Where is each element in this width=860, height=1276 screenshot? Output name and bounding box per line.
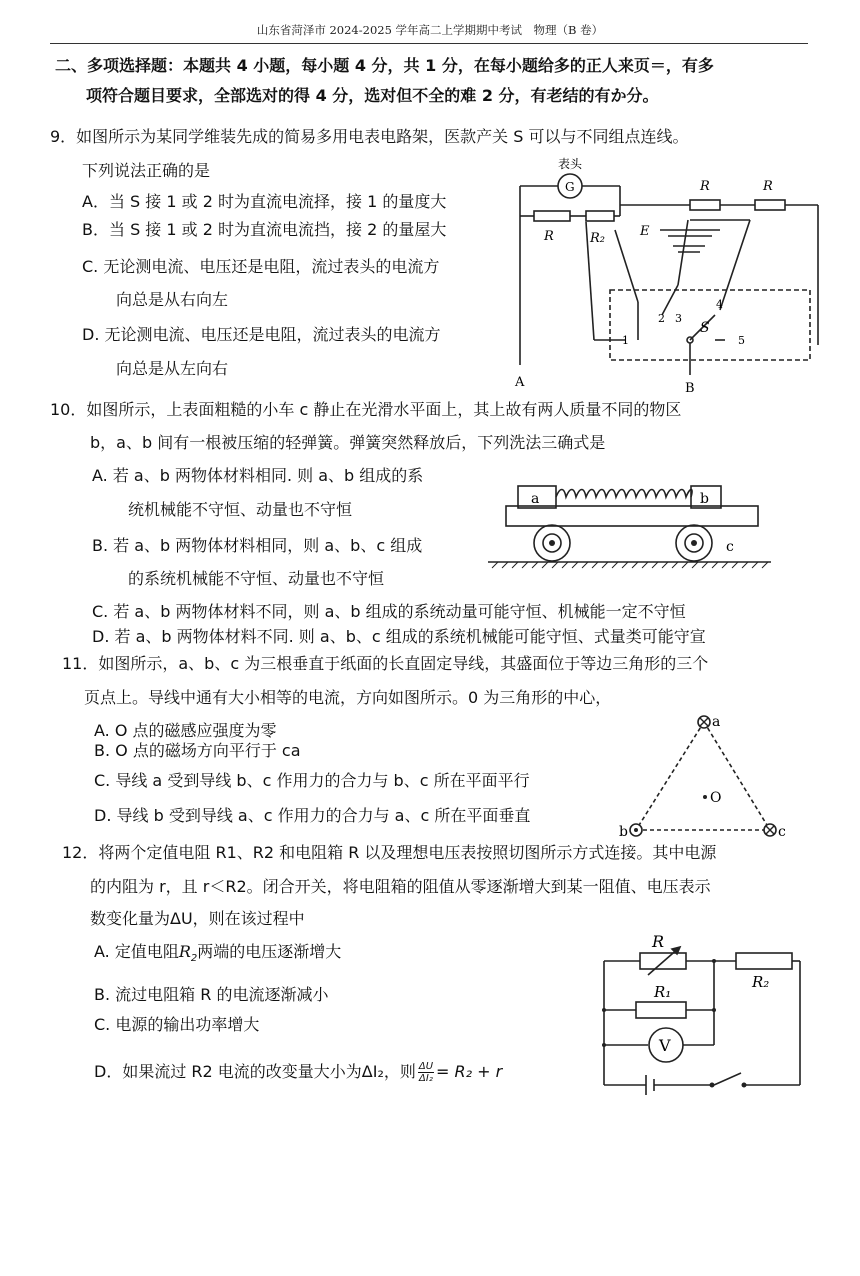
q9-fig-a-label: A [515, 375, 525, 390]
q9-option-c-line1: C. 无论测电流、电压还是电阻，流过表头的电流方 [82, 257, 440, 276]
q9-option-d-line1: D. 无论测电流、电压还是电阻，流过表头的电流方 [82, 325, 441, 344]
page-header: 山东省菏泽市 2024-2025 学年高二上学期期中考试 物理（B 卷） [256, 23, 604, 37]
q10-option-a-line1: A. 若 a、b 两物体材料相同. 则 a、b 组成的系 [92, 466, 424, 485]
q9-fig-r1-label: R [544, 229, 554, 244]
q9-fig-e-label: E [640, 224, 650, 239]
q12-option-a-pre: A. 定值电阻 [94, 942, 179, 961]
q12-fig-r1-label: R₁ [654, 983, 672, 1001]
q10-option-c: C. 若 a、b 两物体材料不同，则 a、b 组成的系统动量可能守恒、机械能一定不守恒 [92, 602, 686, 621]
q12-option-a-subscript: 2 [190, 953, 198, 965]
q9-fig-terminal-1: 1 [622, 334, 629, 347]
q10-stem-line2: b，a、b 间有一根被压缩的轻弹簧。弹簧突然释放后，下列洗法三确式是 [90, 433, 606, 452]
q9-fig-terminal-2: 2 [658, 312, 665, 325]
q10-fig-b-label: b [700, 491, 709, 507]
section-heading-line1: 二、多项选择题：本题共 4 小题，每小题 4 分，共 1 分，在每小题给多的正人来页＝，有多 [55, 56, 714, 75]
q11-option-d: D. 导线 b 受到导线 a、c 作用力的合力与 a、c 所在平面垂直 [94, 806, 531, 825]
q12-stem-line1: 12．将两个定值电阻 R1、R2 和电阻箱 R 以及理想电压表按照切图所示方式连接。其中电源 [62, 843, 717, 862]
q10-option-a-line2: 统机械能不守恒、动量也不守恒 [128, 500, 353, 519]
q12-option-c: C. 电源的输出功率增大 [94, 1015, 260, 1034]
q11-triangle-wires-figure [612, 706, 812, 846]
q12-fig-v-label: V [659, 1036, 671, 1055]
q12-fig-r-label: R [652, 932, 665, 951]
q12-option-a-symbol: R [178, 942, 191, 961]
q12-option-a [94, 942, 341, 969]
q9-fig-g-label: G [565, 180, 575, 194]
q9-fig-s-label: S [700, 320, 710, 336]
q11-fig-c-label: c [778, 824, 786, 840]
q10-option-d: D. 若 a、b 两物体材料不同. 则 a、b、c 组成的系统机械能可能守恒、式量类可能守宣 [92, 627, 706, 646]
q9-fig-terminal-4: 4 [716, 298, 723, 311]
q9-stem-line2: 下列说法正确的是 [82, 161, 211, 180]
q10-cart-figure [486, 476, 776, 571]
q11-option-a: A. O 点的磁感应强度为零 [94, 721, 277, 740]
q11-fig-o-label: O [710, 790, 722, 806]
q11-stem-line2: 页点上。导线中通有大小相等的电流，方向如图所示。0 为三角形的中心， [84, 688, 612, 707]
q9-fig-meter-label: 表头 [558, 157, 583, 171]
q11-stem-line1: 11．如图所示，a、b、c 为三根垂直于纸面的长直固定导线，其盛面位于等边三角形的三个 [62, 654, 709, 673]
q9-fig-terminal-5: 5 [738, 334, 745, 347]
q11-option-b: B. O 点的磁场方向平行于 ca [94, 741, 301, 760]
q9-fig-terminal-3: 3 [675, 312, 682, 325]
q9-option-a: A．当 S 接 1 或 2 时为直流电流择，接 1 的量度大 [82, 192, 447, 211]
q12-option-a-post: 两端的电压逐渐增大 [197, 942, 342, 961]
q9-multimeter-circuit-figure [510, 150, 830, 395]
q9-fig-r2-label: R₂ [590, 231, 605, 246]
q9-fig-b-label: B [685, 381, 695, 396]
q12-option-d [94, 1061, 502, 1084]
q10-option-b-line1: B. 若 a、b 两物体材料相同，则 a、b、c 组成 [92, 536, 423, 555]
q9-option-b: B．当 S 接 1 或 2 时为直流电流挡，接 2 的量屋大 [82, 220, 447, 239]
q12-option-d-pre: D．如果流过 R2 电流的改变量大小为ΔI₂，则 [94, 1062, 416, 1081]
q12-option-d-fraction [418, 1061, 434, 1084]
q9-option-d-line2: 向总是从左向右 [116, 359, 229, 378]
q9-fig-r3-label: R [700, 179, 710, 194]
q12-option-d-denominator: ΔI₂ [419, 1073, 433, 1084]
q12-option-b: B. 流过电阻箱 R 的电流逐渐减小 [94, 985, 329, 1004]
q9-stem-line1: 9．如图所示为某同学维装先成的简易多用电表电路架，医款产关 S 可以与不同组点连线。 [50, 127, 689, 146]
q9-option-c-line2: 向总是从右向左 [116, 290, 229, 309]
q10-fig-c-label: c [726, 539, 734, 555]
q9-fig-r4-label: R [763, 179, 773, 194]
q12-option-d-post: = R₂ + r [436, 1062, 503, 1081]
header-rule [50, 43, 808, 44]
q12-stem-line3: 数变化量为ΔU，则在该过程中 [90, 909, 305, 928]
q12-option-d-numerator: ΔU [418, 1061, 434, 1072]
q12-circuit-figure [596, 925, 806, 1100]
q11-fig-b-label: b [619, 824, 628, 840]
q10-stem-line1: 10．如图所示，上表面粗糙的小车 c 静止在光滑水平面上，其上故有两人质量不同的物区 [50, 400, 682, 419]
q10-option-b-line2: 的系统机械能不守恒、动量也不守恒 [128, 569, 385, 588]
q10-fig-a-label: a [531, 491, 540, 507]
q11-option-c: C. 导线 a 受到导线 b、c 作用力的合力与 b、c 所在平面平行 [94, 771, 530, 790]
q12-stem-line2: 的内阻为 r，且 r＜R2。闭合开关，将电阻箱的阻值从零逐渐增大到某一阻值、电压表示 [90, 877, 711, 896]
q12-fig-r2-label: R₂ [752, 973, 770, 991]
q11-fig-a-label: a [712, 714, 721, 730]
section-heading-line2: 项符合题目要求，全部选对的得 4 分，选对但不全的难 2 分，有老结的有か分。 [86, 86, 659, 105]
